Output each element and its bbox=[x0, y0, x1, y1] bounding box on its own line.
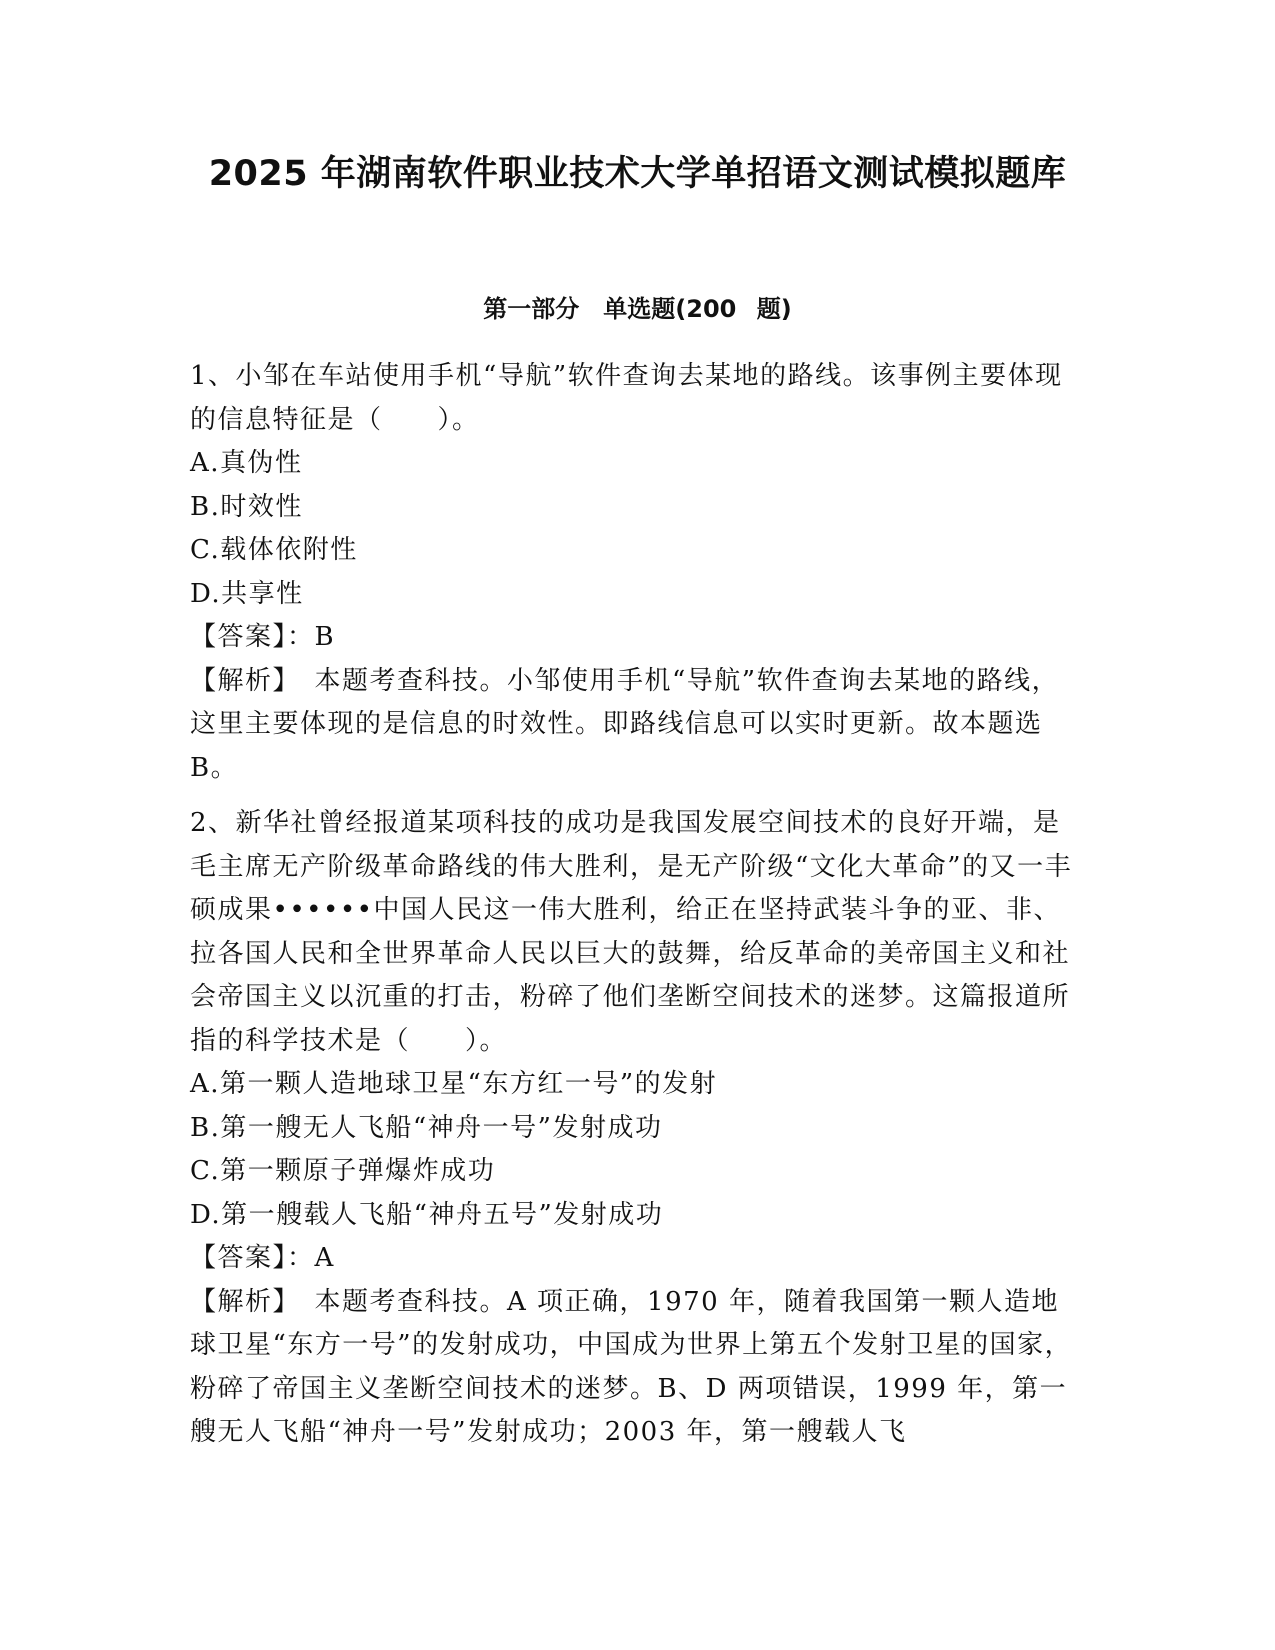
question-2 bbox=[190, 802, 1075, 1455]
answer-text: 【答案】：B bbox=[190, 622, 336, 652]
section-title: 第一部分 单选题(200 题) bbox=[483, 295, 792, 323]
analysis-text: 【解析】 本题考查科技。小邹使用手机“导航”软件查询去某地的路线，这里主要体现的是信息的时效性。即路线信息可以实时更新。故本题选 B。 bbox=[190, 665, 1060, 783]
option-b: B.时效性 bbox=[190, 491, 303, 522]
option-d: D.共享性 bbox=[190, 578, 304, 609]
question-1 bbox=[190, 355, 1075, 790]
option-d: D.第一艘载人飞船“神舟五号”发射成功 bbox=[190, 1199, 664, 1230]
option-a: A.真伪性 bbox=[190, 448, 303, 478]
question-list bbox=[190, 355, 1075, 1467]
option-a: A.第一颗人造地球卫星“东方红一号”的发射 bbox=[190, 1069, 718, 1099]
option-c: C.载体依附性 bbox=[190, 535, 358, 565]
analysis-text: 【解析】 本题考查科技。A 项正确，1970 年，随着我国第一颗人造地球卫星“东方一号”的发射成功，中国成为世界上第五个发射卫星的国家，粉碎了帝国主义垄断空间技术的迷梦。B、D 两项错误，1999 年，第一艘无人飞船“神舟一号”发射成功；2003 年，第一艘载人飞 bbox=[190, 1286, 1073, 1447]
option-b: B.第一艘无人飞船“神舟一号”发射成功 bbox=[190, 1112, 663, 1143]
option-c: C.第一颗原子弹爆炸成功 bbox=[190, 1156, 496, 1186]
document-title: 2025 年湖南软件职业技术大学单招语文测试模拟题库 bbox=[208, 154, 1067, 194]
answer-text: 【答案】：A bbox=[190, 1243, 335, 1273]
question-stem: 1、小邹在车站使用手机“导航”软件查询去某地的路线。该事例主要体现的信息特征是（ ）。 bbox=[190, 361, 1063, 435]
question-stem: 2、新华社曾经报道某项科技的成功是我国发展空间技术的良好开端，是毛主席无产阶级革命路线的伟大胜利，是无产阶级“文化大革命”的又一丰硕成果••••••中国人民这一伟大胜利，给正在坚持武装斗争的亚、非、拉各国人民和全世界革命人民以巨大的鼓舞，给反革命的美帝国主义和社会帝国主义以沉重的打击，粉碎了他们垄断空间技术的迷梦。这篇报道所指的科学技术是（ ）。 bbox=[190, 808, 1073, 1056]
